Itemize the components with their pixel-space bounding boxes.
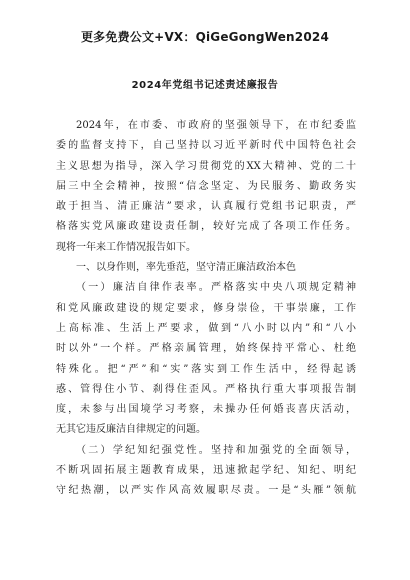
paragraph-line: 届三中全会精神，按照“信念坚定、为民服务、勤政务实 [56, 180, 356, 192]
paragraph-line: 主义思想为指导，深入学习贯彻党的XX大精神、党的二十 [56, 160, 356, 172]
paragraph-line: 不断巩固拓展主题教育成果，迅速掀起学纪、知纪、明纪 [56, 465, 356, 477]
paragraph-line: 和党风廉政建设的规定要求，修身崇俭，干事崇廉，工作 [56, 302, 356, 314]
promo-banner: 更多免费公文+VX：QiGeGongWen2024 [80, 30, 329, 44]
paragraph-line: 委的监督支持下，自己坚持以习近平新时代中国特色社会 [56, 140, 356, 152]
paragraph-line: 格落实党风廉政建设责任制，较好完成了各项工作任务。 [56, 221, 356, 233]
paragraph-line: 特殊化。把“严”和“实”落实到工作生活中，经得起诱 [56, 363, 356, 375]
document-body [56, 116, 356, 502]
paragraph-line: 无其它违反廉洁自律规定的问题。 [56, 424, 206, 436]
paragraph-line: 2024年，在市委、市政府的坚强领导下，在市纪委监 [76, 120, 356, 131]
paragraph-line: （一）廉洁自律作表率。严格落实中央八项规定精神 [76, 282, 356, 294]
paragraph-line: 度，未参与出国境学习考察，未操办任何婚丧喜庆活动， [56, 404, 356, 416]
section-heading: 一、以身作则，率先垂范，坚守清正廉洁政治本色 [76, 262, 296, 274]
document-title: 2024年党组书记述责述廉报告 [131, 80, 279, 91]
paragraph-line: 现将一年来工作情况报告如下。 [56, 241, 196, 253]
paragraph-line: （二）学纪知纪强党性。坚持和加强党的全面领导， [76, 444, 356, 456]
paragraph-line: 惑、管得住小节、刹得住歪风。严格执行重大事项报告制 [56, 383, 356, 395]
paragraph-line: 上高标准、生活上严要求，做到“八小时以内”和“八小 [56, 322, 356, 334]
paragraph-line: 敢于担当、清正廉洁”要求，认真履行党组书记职责，严 [56, 201, 356, 213]
paragraph-line: 守纪热潮，以严实作风高效履职尽责。一是“头雁”领航 [56, 485, 356, 497]
paragraph-line: 时以外”一个样。严格亲属管理，始终保持平常心、杜绝 [56, 343, 356, 355]
